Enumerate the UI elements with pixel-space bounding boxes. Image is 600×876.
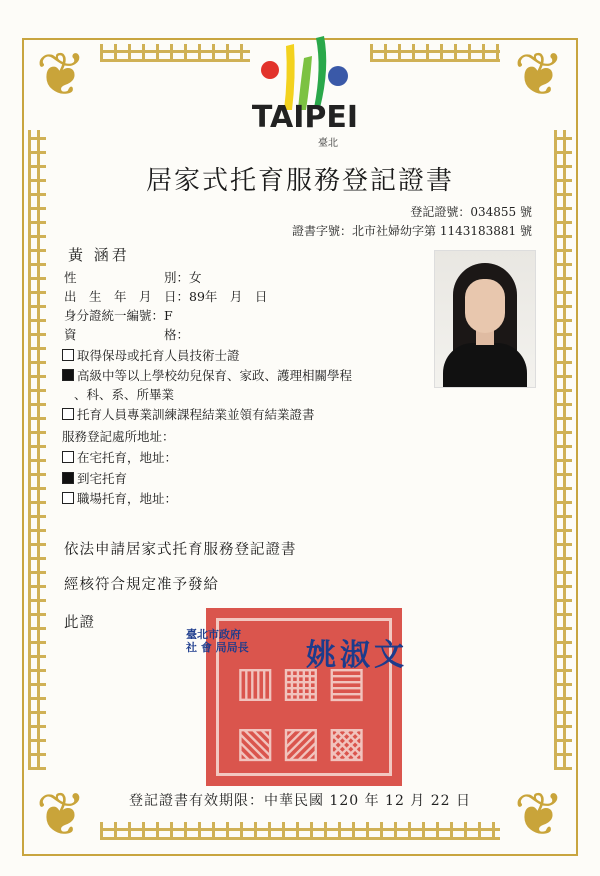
- holder-photo: [434, 250, 536, 388]
- gender-value: 女: [189, 270, 202, 285]
- logo-text: TAIPEI: [251, 100, 359, 135]
- location-text: 到宅托育: [77, 471, 128, 486]
- official-seal-stamp: ▥▦▤ ▧▨▩: [206, 608, 402, 786]
- corner-ornament-icon: ❦: [513, 780, 565, 850]
- certificate-number: 證書字號：北市社婦幼字第 1143183881 號: [292, 224, 532, 238]
- location-option: [62, 469, 127, 487]
- checkbox-icon: [62, 451, 74, 463]
- qualification-item: [62, 366, 352, 384]
- checkbox-checked-icon: [62, 369, 74, 381]
- location-text: 在宅托育，地址：: [77, 450, 178, 465]
- qualification-item-continued: [74, 385, 174, 403]
- checkbox-checked-icon: [62, 472, 74, 484]
- id-number-field: [64, 306, 173, 324]
- qualification-text: 托育人員專業訓練課程結業並領有結業證書: [77, 407, 315, 422]
- birthdate-value: 89年 月 日: [189, 289, 268, 304]
- qualification-text: 取得保母或托育人員技術士證: [77, 348, 240, 363]
- document-title: 居家式托育服務登記證書: [145, 166, 454, 196]
- qualification-item: [62, 405, 315, 423]
- checkbox-icon: [62, 408, 74, 420]
- checkbox-icon: [62, 492, 74, 504]
- birthdate-label: 出 生 年 月 日：: [64, 289, 190, 304]
- gender-label: 性 別：: [64, 270, 190, 285]
- qualification-label: 資 格：: [64, 327, 190, 342]
- issuer-org-line: 臺北市政府: [186, 628, 241, 641]
- qualification-item: [62, 346, 240, 364]
- service-address-heading: 服務登記處所地址：: [62, 429, 175, 444]
- location-option: [62, 448, 177, 466]
- checkbox-icon: [62, 349, 74, 361]
- issuer-signature: 姚淑文: [306, 638, 408, 673]
- location-option: [62, 489, 177, 507]
- id-number-label: 身分證統一編號：: [64, 308, 165, 323]
- taipei-logo-icon: [248, 28, 358, 158]
- issuer-org-line: 社 會 局局長: [186, 641, 249, 654]
- gender-field: [64, 268, 202, 286]
- corner-ornament-icon: ❦: [35, 40, 87, 110]
- statement-line: 經核符合規定准予發給: [64, 577, 219, 593]
- registration-number: 登記證號：034855 號: [410, 205, 532, 219]
- issuer-organization: [186, 628, 249, 654]
- border-pattern-top-left: [100, 44, 250, 62]
- holder-name: 黃 涵君: [68, 246, 130, 264]
- location-text: 職場托育，地址：: [77, 491, 178, 506]
- qualification-text: 高級中等以上學校幼兒保育、家政、護理相關學程: [77, 368, 353, 383]
- border-pattern-top-right: [370, 44, 500, 62]
- logo-subtext: 臺北: [318, 138, 338, 149]
- birthdate-field: [64, 287, 267, 305]
- validity-date: 登記證書有效期限：中華民國 120 年 12 月 22 日: [128, 793, 472, 809]
- qualification-field: [64, 325, 189, 343]
- border-pattern-right: [554, 130, 572, 770]
- corner-ornament-icon: ❦: [513, 40, 565, 110]
- statement-line: 依法申請居家式托育服務登記證書: [64, 542, 297, 558]
- border-pattern-bottom: [100, 822, 500, 840]
- id-number-value: F: [164, 308, 173, 323]
- qualification-text: 、科、系、所畢業: [74, 387, 175, 402]
- corner-ornament-icon: ❦: [35, 780, 87, 850]
- statement-line: 此證: [64, 615, 95, 631]
- border-pattern-left: [28, 130, 46, 770]
